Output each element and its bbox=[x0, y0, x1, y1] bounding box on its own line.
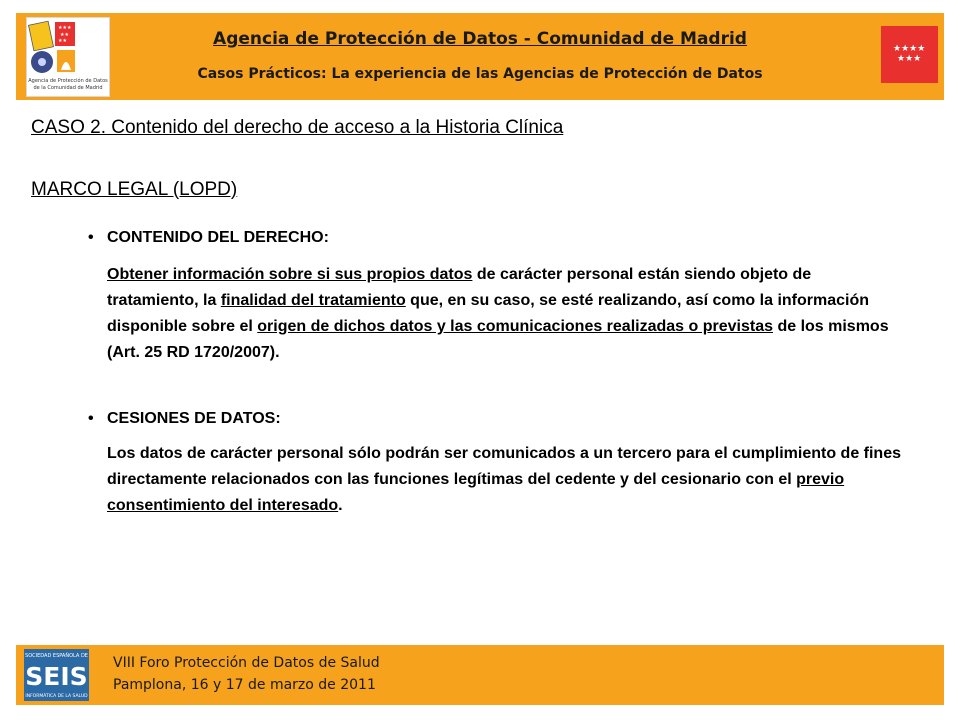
apdcm-logo-text-2: de la Comunidad de Madrid bbox=[33, 85, 103, 91]
section-text-contenido bbox=[107, 262, 907, 366]
seis-logo-top-text: SOCIEDAD ESPAÑOLA DE bbox=[25, 653, 88, 659]
header-band bbox=[16, 13, 944, 100]
section-heading-cesiones: CESIONES DE DATOS: bbox=[107, 410, 281, 427]
text-run: . bbox=[338, 497, 343, 514]
seis-logo-wordmark: SEIS bbox=[25, 662, 88, 691]
text-run: de carácter personal están siendo objeto de tratamiento, la bbox=[107, 266, 812, 309]
section-text-cesiones bbox=[107, 441, 907, 519]
svg-text:★★★: ★★★ bbox=[58, 25, 72, 31]
header-subtitle: Casos Prácticos: La experiencia de las Agencias de Protección de Datos bbox=[197, 66, 763, 82]
svg-text:★★★: ★★★ bbox=[897, 54, 922, 64]
svg-text:★★: ★★ bbox=[58, 38, 67, 44]
underlined-phrase: previo consentimiento del interesado bbox=[107, 471, 845, 514]
text-run: de los mismos (Art. 25 RD 1720/2007). bbox=[107, 318, 889, 361]
section-heading-contenido: CONTENIDO DEL DERECHO: bbox=[107, 229, 329, 246]
footer-band bbox=[16, 645, 944, 705]
text-run: Los datos de carácter personal sólo podrán ser comunicados a un tercero para el cumplimiento de fines directamente relacionados con las funciones legítimas del cedente y del cesionario con el bbox=[107, 445, 901, 488]
bullet-icon: • bbox=[88, 410, 94, 427]
madrid-flag-logo bbox=[881, 26, 938, 83]
header-title: Agencia de Protección de Datos - Comunidad de Madrid bbox=[213, 29, 747, 49]
underlined-phrase: finalidad del tratamiento bbox=[220, 292, 406, 309]
legal-framework-title: MARCO LEGAL (LOPD) bbox=[31, 179, 238, 200]
underlined-phrase: origen de dichos datos y las comunicaciones realizadas o previstas bbox=[257, 318, 773, 335]
underlined-phrase: Obtener información sobre si sus propios datos bbox=[107, 266, 473, 283]
svg-text:★★: ★★ bbox=[60, 32, 69, 38]
apdcm-logo-text-1: Agencia de Protección de Datos bbox=[28, 78, 108, 84]
footer-event-name: VIII Foro Protección de Datos de Salud bbox=[113, 655, 380, 671]
footer-event-date: Pamplona, 16 y 17 de marzo de 2011 bbox=[113, 677, 376, 693]
seis-logo bbox=[24, 649, 89, 701]
seis-logo-bottom-text: INFORMÁTICA DE LA SALUD bbox=[25, 694, 88, 699]
bullet-icon: • bbox=[88, 229, 94, 246]
text-run: que, en su caso, se esté realizando, así como la información disponible sobre el bbox=[107, 292, 869, 335]
case-title: CASO 2. Contenido del derecho de acceso a la Historia Clínica bbox=[31, 117, 564, 138]
svg-text:★★★★: ★★★★ bbox=[893, 44, 926, 54]
